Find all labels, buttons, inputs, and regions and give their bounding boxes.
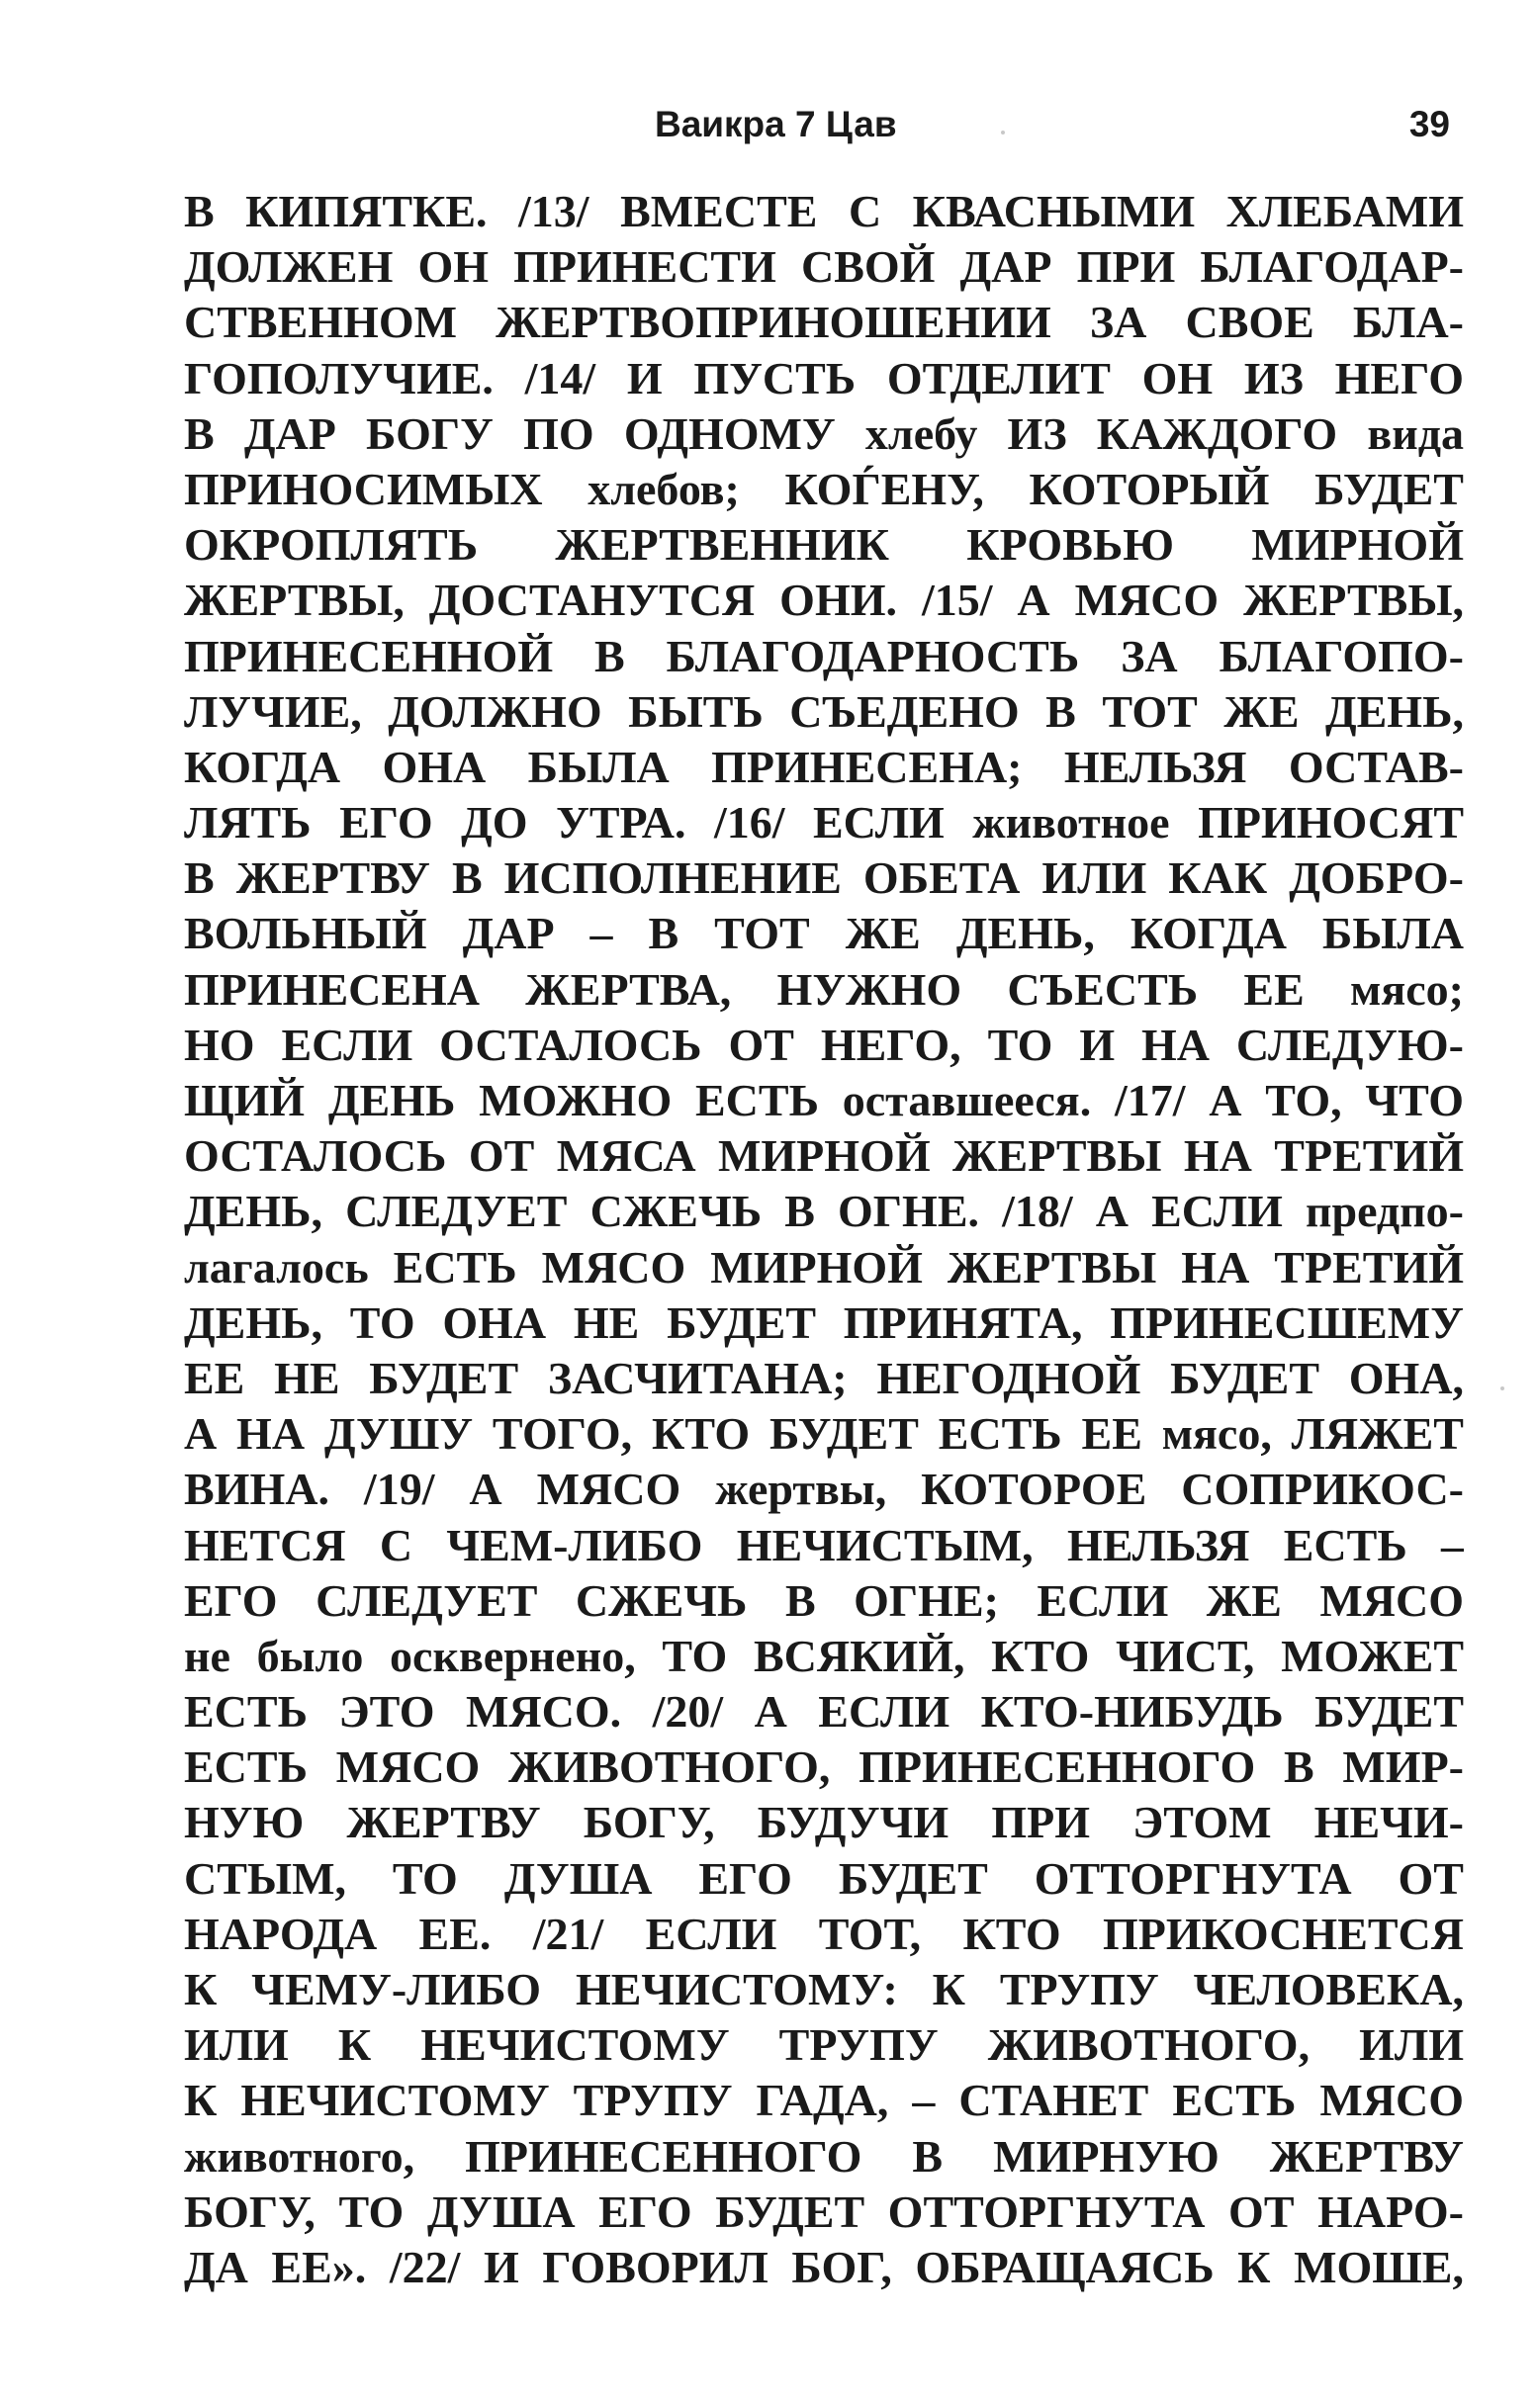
page-number: 39: [1408, 104, 1450, 144]
text-line: ИЛИ К НЕЧИСТОМУ ТРУПУ ЖИВОТНОГО, ИЛИ: [184, 2019, 1464, 2071]
text-line: ДОЛЖЕН ОН ПРИНЕСТИ СВОЙ ДАР ПРИ БЛАГОДАР-: [184, 241, 1464, 293]
text-line: КОГДА ОНА БЫЛА ПРИНЕСЕНА; НЕЛЬЗЯ ОСТАВ-: [184, 741, 1464, 792]
text-line: СТЫМ, ТО ДУША ЕГО БУДЕТ ОТТОРГНУТА ОТ: [184, 1852, 1464, 1904]
text-line: ЩИЙ ДЕНЬ МОЖНО ЕСТЬ оставшееся. /17/ А ТО, ЧТО: [184, 1075, 1464, 1125]
text-line: ДА ЕЕ». /22/ И ГОВОРИЛ БОГ, ОБРАЩАЯСЬ К МОШЕ,: [184, 2241, 1464, 2292]
text-line: ВИНА. /19/ А МЯСО жертвы, КОТОРОЕ СОПРИКОС-: [184, 1464, 1464, 1515]
text-line: ОСТАЛОСЬ ОТ МЯСА МИРНОЙ ЖЕРТВЫ НА ТРЕТИЙ: [184, 1130, 1464, 1182]
text-line: ОКРОПЛЯТЬ ЖЕРТВЕННИК КРОВЬЮ МИРНОЙ: [184, 519, 1464, 571]
text-line: БОГУ, ТО ДУША ЕГО БУДЕТ ОТТОРГНУТА ОТ НАРО-: [184, 2185, 1464, 2237]
text-line: ВОЛЬНЫЙ ДАР – В ТОТ ЖЕ ДЕНЬ, КОГДА БЫЛА: [184, 908, 1464, 959]
text-line: животного, ПРИНЕСЕННОГО В МИРНУЮ ЖЕРТВУ: [184, 2130, 1464, 2182]
text-line: ЖЕРТВЫ, ДОСТАНУТСЯ ОНИ. /15/ А МЯСО ЖЕРТВЫ,: [184, 575, 1464, 626]
text-line: А НА ДУШУ ТОГО, КТО БУДЕТ ЕСТЬ ЕЕ мясо, ЛЯЖЕТ: [184, 1408, 1464, 1460]
text-line: лагалось ЕСТЬ МЯСО МИРНОЙ ЖЕРТВЫ НА ТРЕТИЙ: [184, 1241, 1464, 1293]
scan-speck: [1500, 1386, 1504, 1390]
text-line: НУЮ ЖЕРТВУ БОГУ, БУДУЧИ ПРИ ЭТОМ НЕЧИ-: [184, 1797, 1464, 1848]
text-line: ДЕНЬ, ТО ОНА НЕ БУДЕТ ПРИНЯТА, ПРИНЕСШЕМУ: [184, 1296, 1464, 1348]
text-line: СТВЕННОМ ЖЕРТВОПРИНОШЕНИИ ЗА СВОЕ БЛА-: [184, 297, 1464, 348]
text-line: ПРИНЕСЕНА ЖЕРТВА, НУЖНО СЪЕСТЬ ЕЕ мясо;: [184, 963, 1464, 1015]
text-line: В ДАР БОГУ ПО ОДНОМУ хлебу ИЗ КАЖДОГО вида: [184, 407, 1464, 459]
text-line: ЕГО СЛЕДУЕТ СЖЕЧЬ В ОГНЕ; ЕСЛИ ЖЕ МЯСО: [184, 1574, 1464, 1626]
text-line: НО ЕСЛИ ОСТАЛОСЬ ОТ НЕГО, ТО И НА СЛЕДУЮ-: [184, 1019, 1464, 1070]
text-line: К ЧЕМУ-ЛИБО НЕЧИСТОМУ: К ТРУПУ ЧЕЛОВЕКА,: [184, 1964, 1464, 2014]
text-line: ЕЕ НЕ БУДЕТ ЗАСЧИТАНА; НЕГОДНОЙ БУДЕТ ОНА,: [184, 1352, 1464, 1403]
text-line: не было осквернено, ТО ВСЯКИЙ, КТО ЧИСТ, МОЖЕТ: [184, 1630, 1464, 1681]
text-line: ЛЯТЬ ЕГО ДО УТРА. /16/ ЕСЛИ животное ПРИНОСЯТ: [184, 797, 1464, 848]
text-line: ЛУЧИЕ, ДОЛЖНО БЫТЬ СЪЕДЕНО В ТОТ ЖЕ ДЕНЬ,: [184, 685, 1464, 737]
text-line: В ЖЕРТВУ В ИСПОЛНЕНИЕ ОБЕТА ИЛИ КАК ДОБРО-: [184, 852, 1464, 904]
text-line: НАРОДА ЕЕ. /21/ ЕСЛИ ТОТ, КТО ПРИКОСНЕТСЯ: [184, 1908, 1464, 1959]
text-line: ПРИНОСИМЫХ хлебов; КОЃЕНУ, КОТОРЫЙ БУДЕТ: [184, 463, 1464, 514]
text-line: НЕТСЯ С ЧЕМ-ЛИБО НЕЧИСТЫМ, НЕЛЬЗЯ ЕСТЬ –: [184, 1519, 1464, 1570]
text-line: В КИПЯТКЕ. /13/ ВМЕСТЕ С КВАСНЫМИ ХЛЕБАМИ: [184, 186, 1464, 236]
text-line: ЕСТЬ МЯСО ЖИВОТНОГО, ПРИНЕСЕННОГО В МИР-: [184, 1741, 1464, 1793]
text-line: ГОПОЛУЧИЕ. /14/ И ПУСТЬ ОТДЕЛИТ ОН ИЗ НЕГО: [184, 352, 1464, 403]
text-line: ПРИНЕСЕННОЙ В БЛАГОДАРНОСТЬ ЗА БЛАГОПО-: [184, 630, 1464, 681]
scan-speck: [1001, 131, 1005, 134]
running-head: Ваикра 7 Цав: [655, 104, 897, 144]
text-line: ДЕНЬ, СЛЕДУЕТ СЖЕЧЬ В ОГНЕ. /18/ А ЕСЛИ предпо-: [184, 1186, 1464, 1237]
text-line: К НЕЧИСТОМУ ТРУПУ ГАДА, – СТАНЕТ ЕСТЬ МЯСО: [184, 2075, 1464, 2126]
body-text: [184, 184, 1464, 2295]
text-line: ЕСТЬ ЭТО МЯСО. /20/ А ЕСЛИ КТО-НИБУДЬ БУДЕТ: [184, 1686, 1464, 1738]
